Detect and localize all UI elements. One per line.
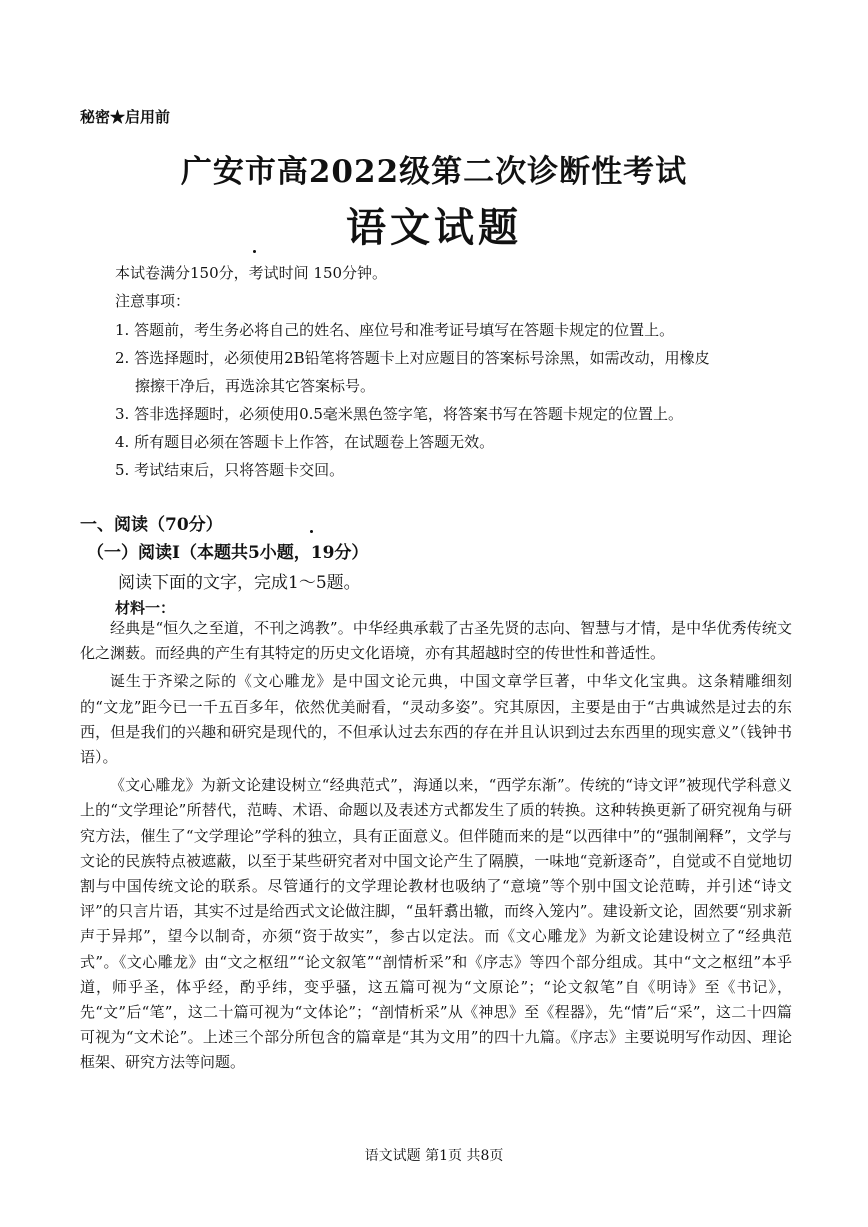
reading-instruction: 阅读下面的文字，完成1～5题。 xyxy=(118,573,361,593)
passage-paragraph: 诞生于齐梁之际的《文心雕龙》是中国文论元典，中国文章学巨著，中华文化宝典。这条精雕细刻的“文龙”距今已一千五百多年，依然优美耐看，“灵动多姿”。究其原因，主要是由于“古典诚然是过去的东西，但是我们的兴趣和研究是现代的，不但承认过去东西的存在并且认识到过去东西里的现实意义”（钱钟书语）。 xyxy=(80,672,792,767)
notes-item-continuation: 擦擦干净后，再选涂其它答案标号。 xyxy=(135,377,376,395)
exam-title: 广安市高2022级第二次诊断性考试 xyxy=(180,154,688,190)
page-footer: 语文试题 第1页 共8页 xyxy=(364,1148,504,1164)
notes-title: 注意事项： xyxy=(115,292,191,310)
notes-item: 3. 答非选择题时，必须使用0.5毫米黑色签字笔，将答案书写在答题卡规定的位置上。 xyxy=(115,405,683,423)
sub-section-heading: （一）阅读Ⅰ（本题共5小题，19分） xyxy=(87,543,369,563)
exam-intro: 本试卷满分150分，考试时间 150分钟。 xyxy=(115,264,388,282)
passage-paragraph: 经典是“恒久之至道，不刊之鸿教”。中华经典承载了古圣先贤的志向、智慧与才情，是中华优秀传统文化之渊薮。而经典的产生有其特定的历史文化语境，亦有其超越时空的传世性和普适性。 xyxy=(80,619,792,663)
notes-list xyxy=(115,316,795,484)
scan-dot xyxy=(310,530,313,533)
material-label: 材料一： xyxy=(115,599,176,617)
reading-passage xyxy=(80,616,792,1076)
notes-item: 2. 答选择题时，必须使用2B铅笔将答题卡上对应题目的答案标号涂黑，如需改动，用橡皮 xyxy=(115,349,710,367)
notes-item: 5. 考试结束后，只将答题卡交回。 xyxy=(115,461,345,479)
notes-item: 1. 答题前，考生务必将自己的姓名、座位号和准考证号填写在答题卡规定的位置上。 xyxy=(115,321,675,339)
passage-paragraph: 《文心雕龙》为新文论建设树立“经典范式”，海通以来，“西学东渐”。传统的“诗文评”被现代学科意义上的“文学理论”所替代，范畴、术语、命题以及表述方式都发生了质的转换。这种转换更新了研究视角与研究方法，催生了“文学理论”学科的独立，具有正面意义。但伴随而来的是“以西律中”的“强制阐释”，文学与文论的民族特点被遮蔽，以至于某些研究者对中国文论产生了隔膜，一味地“竞新逐奇”，自觉或不自觉地切割与中国传统文论的联系。尽管通行的文学理论教材也吸纳了“意境”等个别中国文论范畴，并引述“诗文评”的只言片语，其实不过是给西式文论做注脚，“虽轩翥出辙，而终入笼内”。建设新文论，固然要“别求新声于异邦”，望今以制奇，亦须“资于故实”，参古以定法。而《文心雕龙》为新文论建设树立了“经典范式”。《文心雕龙》由“文之枢纽”“论文叙笔”“剖情析采”和《序志》等四个部分组成。其中“文之枢纽”本乎道，师乎圣，体乎经，酌乎纬，变乎骚，这五篇可视为“文原论”；“论文叙笔”自《明诗》至《书记》，先“文”后“笔”，这二十篇可视为“文体论”；“剖情析采”从《神思》至《程器》，先“情”后“采”，这二十四篇可视为“文术论”。上述三个部分所包含的篇章是“其为文用”的四十九篇。《序志》主要说明写作动因、理论框架、研究方法等问题。 xyxy=(80,776,792,1072)
notes-item: 4. 所有题目必须在答题卡上作答，在试题卷上答题无效。 xyxy=(115,433,495,451)
section-heading: 一、阅读（70分） xyxy=(80,515,223,535)
confidential-label: 秘密★启用前 xyxy=(80,108,171,126)
scan-dot xyxy=(253,250,256,253)
subject-title: 语文试题 xyxy=(346,204,522,251)
